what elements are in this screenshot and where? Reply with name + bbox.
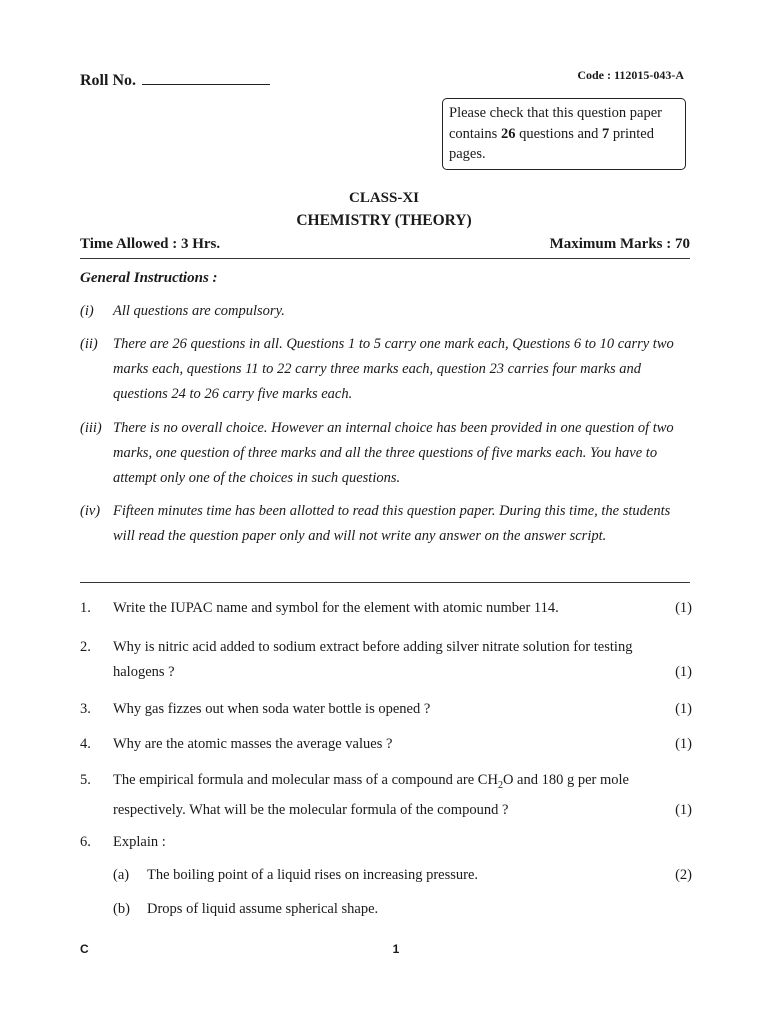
instructions-heading: General Instructions : xyxy=(80,270,218,286)
notice-page-count: 7 xyxy=(602,125,610,142)
question-text-part: The empirical formula and molecular mass of a compound are CH xyxy=(113,772,498,788)
sub-question-item xyxy=(113,863,692,888)
instruction-text: There is no overall choice. However an internal choice has been provided in one question of two marks, one question of three marks and all the three questions of five marks each. You have to attempt only one of the choices in such questions. xyxy=(113,420,674,486)
sub-question-label: (b) xyxy=(113,901,130,917)
instruction-text: All questions are compulsory. xyxy=(113,303,285,319)
instruction-number: (i) xyxy=(80,303,94,319)
question-number: 5. xyxy=(80,772,91,788)
roll-number-field xyxy=(80,70,270,90)
roll-number-label: Roll No. xyxy=(80,72,136,89)
instruction-number: (ii) xyxy=(80,336,98,352)
instruction-item xyxy=(80,499,692,549)
question-text: Write the IUPAC name and symbol for the element with atomic number 114. xyxy=(113,600,559,616)
notice-question-count: 26 xyxy=(500,125,516,142)
question-text xyxy=(113,768,662,823)
paper-code: Code : 112015-043-A xyxy=(577,68,684,82)
question-number: 6. xyxy=(80,834,91,850)
header-divider xyxy=(80,258,690,259)
notice-text: Please check that this question paper contains xyxy=(449,105,663,142)
instruction-item xyxy=(80,299,692,324)
sub-question-label: (a) xyxy=(113,867,130,883)
question-marks: (1) xyxy=(675,736,692,752)
question-marks: (1) xyxy=(675,664,692,680)
question-number: 3. xyxy=(80,701,91,717)
question-item xyxy=(80,635,692,685)
instruction-number: (iii) xyxy=(80,420,102,436)
sub-question-text: Drops of liquid assume spherical shape. xyxy=(147,901,379,917)
paper-set-label: C xyxy=(80,942,89,956)
question-marks: (1) xyxy=(675,600,692,616)
question-text: Why is nitric acid added to sodium extract before adding silver nitrate solution for testing halogens ? xyxy=(113,639,633,680)
roll-number-blank xyxy=(142,70,270,85)
question-text: Why gas fizzes out when soda water bottle is opened ? xyxy=(113,701,431,717)
question-text: Explain : xyxy=(113,834,166,850)
question-marks: (1) xyxy=(675,801,692,818)
page-count-notice xyxy=(442,98,686,170)
question-text: Why are the atomic masses the average values ? xyxy=(113,736,393,752)
question-item xyxy=(80,830,692,855)
question-item xyxy=(80,768,692,823)
instruction-item xyxy=(80,416,692,491)
question-number: 1. xyxy=(80,600,91,616)
page-number: 1 xyxy=(392,942,400,956)
notice-text-end: printed pages. xyxy=(449,125,654,162)
maximum-marks: Maximum Marks : 70 xyxy=(549,236,690,252)
time-allowed: Time Allowed : 3 Hrs. xyxy=(80,236,221,252)
question-text-part: O and 180 g per mole respectively. What will be the molecular formula of the compound ? xyxy=(113,772,629,818)
question-marks: (1) xyxy=(675,701,692,717)
question-item xyxy=(80,732,692,757)
instruction-number: (iv) xyxy=(80,503,101,519)
instructions-divider xyxy=(80,582,690,583)
subscript: 2 xyxy=(497,779,503,791)
instruction-text: There are 26 questions in all. Questions 1 to 5 carry one mark each, Questions 6 to 10 carry two marks each, questions 11 to 22 carry three marks each, question 23 carries four marks and questions 24 to 26 carry five marks each. xyxy=(113,336,674,402)
instruction-text: Fifteen minutes time has been allotted to read this question paper. During this time, the students will read the question paper only and will not write any answer on the answer script. xyxy=(113,503,671,544)
question-number: 4. xyxy=(80,736,91,752)
subject-title: CHEMISTRY (THEORY) xyxy=(296,212,472,229)
sub-question-text: The boiling point of a liquid rises on increasing pressure. xyxy=(147,867,479,883)
question-number: 2. xyxy=(80,639,91,655)
sub-question-item xyxy=(113,897,692,922)
class-title: CLASS-XI xyxy=(348,190,420,206)
sub-question-marks: (2) xyxy=(675,867,692,883)
question-item xyxy=(80,596,692,621)
instruction-item xyxy=(80,332,692,407)
notice-text-mid: questions and xyxy=(515,125,603,142)
question-item xyxy=(80,697,692,722)
